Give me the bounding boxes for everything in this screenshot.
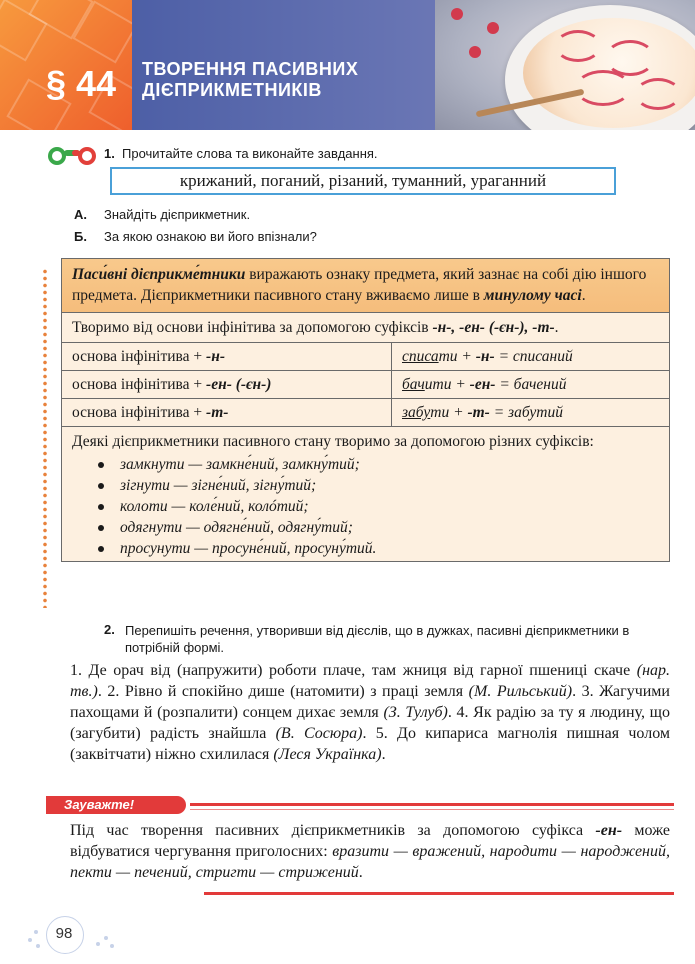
question-b-text: За якою ознакою ви його впізнали? — [104, 229, 317, 244]
swirl-decoration — [575, 70, 631, 106]
table-cell-rule — [62, 371, 392, 398]
table-row — [62, 371, 669, 399]
note-divider-thin — [190, 809, 674, 810]
question-a-letter: А. — [74, 207, 87, 222]
note-end-divider — [204, 892, 674, 895]
sentence-2: . 2. Рівно й спокійно дише (натомити) з праці земля — [97, 683, 469, 700]
other-suffixes-intro: Деякі дієприкметники пасивного стану творимо за допомогою різних суфіксів: — [72, 433, 594, 450]
table-cell-example — [392, 399, 669, 426]
source-3: (З. Тулуб) — [383, 704, 448, 721]
other-suffixes-section — [62, 427, 669, 561]
note-end: . — [358, 864, 363, 881]
table-row — [62, 399, 669, 427]
term-passive-participles: Паси́вні дієприкме́тники — [72, 266, 246, 283]
task-1-number: 1. — [104, 146, 115, 161]
example-suffix: -н- — [475, 348, 495, 365]
definition-text: виражають ознаку предмета, який зазнає на собі дію іншого предмета. Дієприкметники пасивного стану вживаємо лише в — [72, 266, 647, 304]
question-b — [74, 229, 317, 244]
exercise-text — [70, 660, 670, 765]
example-result: = списаний — [494, 348, 573, 365]
list-item: замкнути — замкне́ний, замкну́тий; — [120, 454, 659, 475]
list-item: просунути — просуне́ний, просуну́тий. — [120, 538, 659, 559]
paragraph-number: § 44 — [46, 63, 117, 104]
question-a — [74, 207, 250, 222]
dotted-margin-decoration — [42, 268, 48, 608]
header-banner — [0, 0, 695, 130]
cell-base: основа інфінітива + — [72, 404, 207, 421]
formation-intro-text: Творимо від основи інфінітива за допомогою суфіксів — [72, 319, 433, 336]
source-4: (В. Сосюра) — [275, 725, 363, 742]
example-stem: списа — [402, 348, 439, 365]
example-result: = забутий — [489, 404, 563, 421]
example-stem: бач — [402, 376, 425, 393]
example-rest: ти + — [430, 404, 468, 421]
example-suffix: -ен- — [469, 376, 496, 393]
formation-suffixes: -н-, -ен- (-єн-), -т- — [432, 319, 555, 336]
example-stem: забу — [402, 404, 431, 421]
list-item: зігнути — зігне́ний, зігну́тий; — [120, 475, 659, 496]
example-result: = бачений — [495, 376, 567, 393]
example-rest: ти + — [438, 348, 476, 365]
berry — [451, 8, 463, 20]
berry — [469, 46, 481, 58]
table-cell-example — [392, 371, 669, 398]
task-1-instruction: Прочитайте слова та виконайте завдання. — [122, 146, 378, 161]
word-list-box: крижаний, поганий, різаний, туманний, ураганний — [110, 167, 616, 195]
table-cell-rule — [62, 343, 392, 370]
cell-base: основа інфінітива + — [72, 376, 207, 393]
note-text-2: може відбуватися чергування приголосних: — [70, 822, 671, 860]
sentence-5: . 5. До кипариса магнолія пишная чолом (заквітчати) ніжно схилилася — [70, 725, 671, 763]
note-text — [70, 820, 670, 883]
note-label: Зауважте! — [64, 797, 135, 812]
cell-suffix: -н- — [206, 348, 225, 365]
example-rest: ити + — [424, 376, 470, 393]
rule-definition — [62, 259, 669, 313]
sentence-4: . 4. Як радію за ту я людину, що (загубити) радість знайшла — [70, 704, 670, 742]
note-examples: вразити — вражений, народити — народжений, пекти — печений, стригти — стрижений — [70, 843, 670, 881]
table-cell-example — [392, 343, 669, 370]
formation-intro-end: . — [554, 319, 559, 336]
sentence-1: 1. Де орач від (напружити) роботи плаче, там жниця від гарної пшениці скаче — [70, 662, 637, 679]
source-2: (М. Рильський) — [468, 683, 573, 700]
title-line-2: ДІЄПРИКМЕТНИКІВ — [142, 80, 322, 100]
exercise-end: . — [381, 746, 386, 763]
binoculars-icon — [46, 144, 98, 166]
task-2-number: 2. — [104, 622, 115, 637]
rule-table — [61, 258, 670, 562]
example-list — [72, 454, 659, 559]
definition-end: . — [581, 287, 586, 304]
note-text-1: Під час творення пасивних дієприкметників за допомогою суфікса — [70, 822, 596, 839]
page-number: 98 — [55, 925, 73, 942]
question-a-text: Знайдіть дієприкметник. — [104, 207, 251, 222]
table-cell-rule — [62, 399, 392, 426]
cell-suffix: -т- — [206, 404, 229, 421]
sentence-3: . 3. Жагучими пахощами й (розпалити) сонцем дихає земля — [70, 683, 670, 721]
swirl-decoration — [555, 30, 601, 62]
term-past-tense: минулому часі — [483, 287, 582, 304]
cell-suffix: -ен- (-єн-) — [206, 376, 272, 393]
question-b-letter: Б. — [74, 229, 87, 244]
cheesecake-photo — [435, 0, 695, 130]
note-divider — [190, 803, 674, 806]
list-item: колоти — коле́ний, колóтий; — [120, 496, 659, 517]
list-item: одягнути — одягне́ний, одягну́тий; — [120, 517, 659, 538]
task-2-instruction: Перепишіть речення, утворивши від дієслів, що в дужках, пасивні дієприкметники в потрібній формі. — [125, 623, 630, 655]
swirl-decoration — [635, 78, 681, 110]
cell-base: основа інфінітива + — [72, 348, 207, 365]
berry — [487, 22, 499, 34]
page-title — [142, 59, 442, 101]
source-5: (Леся Українка) — [273, 746, 382, 763]
example-suffix: -т- — [467, 404, 490, 421]
source-1: (нар. тв.) — [70, 662, 670, 700]
formation-intro — [62, 313, 669, 343]
note-suffix: -ен- — [595, 822, 623, 839]
table-row — [62, 343, 669, 371]
title-line-1: ТВОРЕННЯ ПАСИВНИХ — [142, 59, 359, 79]
